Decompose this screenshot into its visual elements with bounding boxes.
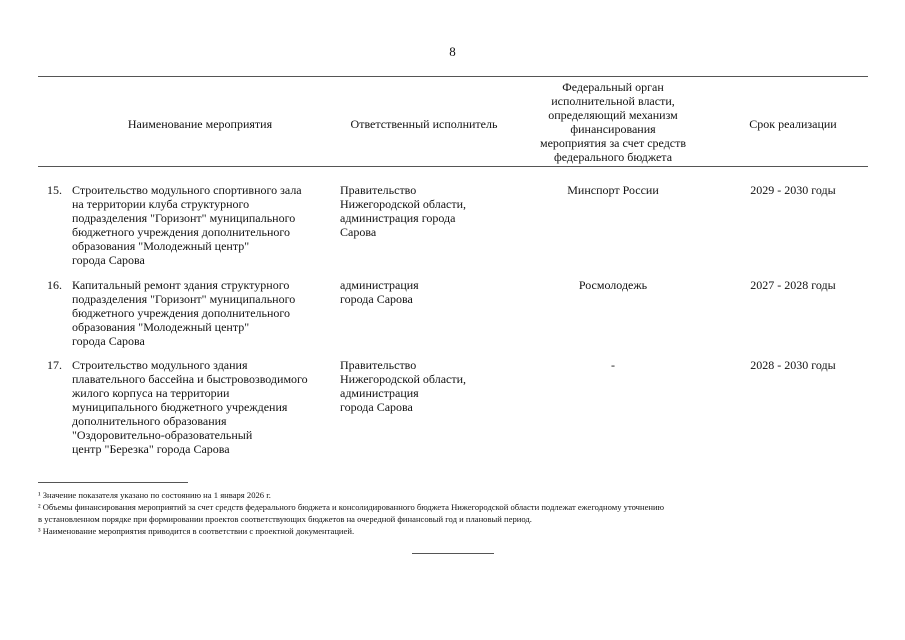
row-name-line: на территории клуба структурного <box>72 197 250 211</box>
row-number: 16. <box>47 278 62 292</box>
header-federal-body-line: мероприятия за счет средств <box>539 136 687 150</box>
row-executor-line: администрация <box>340 278 419 292</box>
row-number: 15. <box>47 183 62 197</box>
row-name <box>72 278 295 348</box>
row-name-line: подразделения "Горизонт" муниципального <box>72 292 296 306</box>
header-term: Срок реализации <box>749 117 837 131</box>
row-executor <box>340 278 419 306</box>
row-executor-line: Правительство <box>340 358 417 372</box>
header-federal-body-line: федерального бюджета <box>553 150 673 164</box>
row-federal-body: Росмолодежь <box>578 278 648 292</box>
table-header-rule <box>38 166 868 167</box>
header-name: Наименование мероприятия <box>127 117 273 131</box>
page-number: 8 <box>449 44 456 59</box>
row-term: 2029 - 2030 годы <box>750 183 836 197</box>
row-number: 17. <box>47 358 62 372</box>
row-name <box>72 183 302 267</box>
table-top-rule <box>38 76 868 77</box>
row-name-line: образования "Молодежный центр" <box>72 239 250 253</box>
row-executor-line: администрация города <box>340 211 456 225</box>
footnotes <box>38 489 868 537</box>
row-executor <box>340 358 466 414</box>
row-name-line: жилого корпуса на территории <box>72 386 230 400</box>
row-name <box>72 358 308 456</box>
row-federal-body: - <box>611 358 615 372</box>
row-name-line: города Сарова <box>72 253 145 267</box>
footnote: ² Объемы финансирования мероприятий за счет средств федерального бюджета и консолидированного бюджета Нижегородской области подлежат ежегодному уточнению <box>38 502 665 512</box>
header-federal-body-line: финансирования <box>570 122 656 136</box>
row-name-line: "Оздоровительно-образовательный <box>72 428 253 442</box>
row-executor-line: Нижегородской области, <box>340 197 467 211</box>
row-name-line: Строительство модульного спортивного зала <box>72 183 302 197</box>
row-name-line: центр "Березка" города Сарова <box>72 442 230 456</box>
row-name-line: подразделения "Горизонт" муниципального <box>72 211 296 225</box>
row-name-line: дополнительного образования <box>72 414 227 428</box>
header-federal-body-line: Федеральный орган <box>562 80 664 94</box>
footnote-separator <box>38 482 188 483</box>
row-executor-line: администрация <box>340 386 419 400</box>
footnote: ¹ Значение показателя указано по состоянию на 1 января 2026 г. <box>38 490 271 500</box>
row-term: 2027 - 2028 годы <box>750 278 836 292</box>
row-name-line: бюджетного учреждения дополнительного <box>72 225 291 239</box>
row-name-line: муниципального бюджетного учреждения <box>72 400 288 414</box>
row-federal-body: Минспорт России <box>567 183 659 197</box>
row-executor-line: Сарова <box>340 225 377 239</box>
header-federal-body <box>500 80 726 164</box>
row-executor-line: Нижегородской области, <box>340 372 467 386</box>
footnote: ³ Наименование мероприятия приводится в соответствии с проектной документацией. <box>38 526 355 536</box>
header-executor: Ответственный исполнитель <box>350 117 498 131</box>
row-executor-line: города Сарова <box>340 292 413 306</box>
header-federal-body-line: определяющий механизм <box>548 108 678 122</box>
row-name-line: бюджетного учреждения дополнительного <box>72 306 291 320</box>
header-federal-body-line: исполнительной власти, <box>551 94 675 108</box>
row-name-line: города Сарова <box>72 334 145 348</box>
end-of-document-rule <box>412 553 494 554</box>
row-name-line: Капитальный ремонт здания структурного <box>72 278 290 292</box>
row-name-line: плавательного бассейна и быстровозводимого <box>72 372 308 386</box>
row-name-line: образования "Молодежный центр" <box>72 320 250 334</box>
row-term: 2028 - 2030 годы <box>750 358 836 372</box>
row-executor <box>340 183 466 239</box>
footnote-continuation: в установленном порядке при формировании проектов соответствующих бюджетов на очередной финансовый год и плановый период. <box>38 514 532 524</box>
row-name-line: Строительство модульного здания <box>72 358 248 372</box>
row-executor-line: Правительство <box>340 183 417 197</box>
row-executor-line: города Сарова <box>340 400 413 414</box>
